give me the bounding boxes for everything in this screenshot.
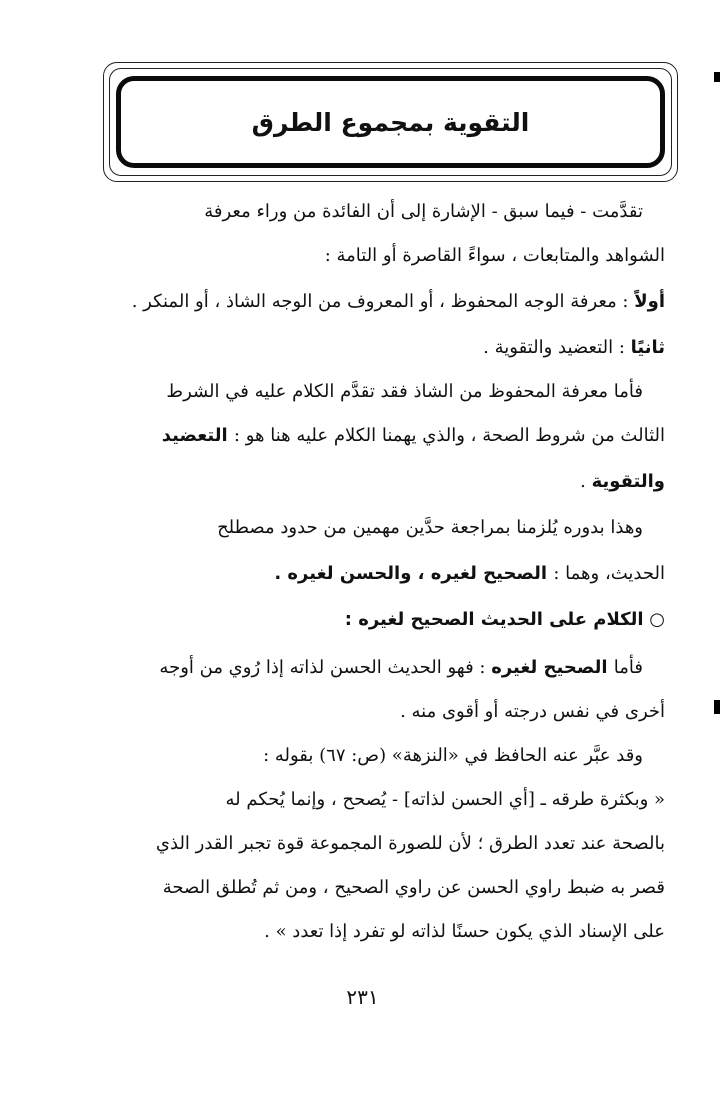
bullet-icon: ○ [649, 609, 665, 630]
page-number: ٢٣١ [346, 985, 379, 1009]
text-line: ثانيًا : التعضيد والتقوية . [483, 337, 665, 358]
quote-line: قصر به ضبط راوي الحسن عن راوي الصحيح ، ومن ثم تُطلق الصحة [162, 877, 665, 898]
text-line: فأما الصحيح لغيره : فهو الحديث الحسن لذاته إذا رُوي من أوجه [159, 657, 643, 678]
text-line: تقدَّمت - فيما سبق - الإشارة إلى أن الفائدة من وراء معرفة [204, 201, 643, 222]
bold-label: أولاً [634, 291, 665, 312]
text-line: الشواهد والمتابعات ، سواءً القاصرة أو التامة : [324, 245, 665, 266]
quote-line: بالصحة عند تعدد الطرق ؛ لأن للصورة المجموعة قوة تجبر القدر الذي [155, 833, 665, 854]
quote-line: « وبكثرة طرقه ـ [أي الحسن لذاته] - يُصحح ، وإنما يُحكم له [225, 789, 665, 810]
text-line: وقد عبَّر عنه الحافظ في «النزهة» (ص: ٦٧) بقوله : [263, 745, 643, 766]
text-line: أخرى في نفس درجته أو أقوى منه . [400, 701, 665, 722]
text-line: أولاً : معرفة الوجه المحفوظ ، أو المعروف من الوجه الشاذ ، أو المنكر . [131, 291, 665, 312]
bold-term: الصحيح لغيره ، والحسن لغيره . [274, 563, 554, 584]
text-line: والتقوية . [580, 471, 665, 492]
bold-label: ثانيًا [630, 337, 665, 358]
text-line: الحديث، وهما : الصحيح لغيره ، والحسن لغيره . [274, 563, 665, 584]
text-line: وهذا بدوره يُلزمنا بمراجعة حدَّين مهمين من حدود مصطلح [217, 517, 643, 538]
bold-term: الصحيح لغيره [491, 657, 614, 678]
quote-line: على الإسناد الذي يكون حسنًا لذاته لو تفرد إذا تعدد » . [264, 921, 665, 942]
edge-mark [714, 72, 720, 82]
section-heading: ○ الكلام على الحديث الصحيح لغيره : [344, 609, 665, 630]
text-line: فأما معرفة المحفوظ من الشاذ فقد تقدَّم الكلام عليه في الشرط [166, 381, 643, 402]
bold-term: التعضيد [161, 425, 234, 446]
chapter-title: التقوية بمجموع الطرق [251, 107, 530, 137]
text-line: الثالث من شروط الصحة ، والذي يهمنا الكلام عليه هنا هو : التعضيد [161, 425, 665, 446]
edge-mark [714, 700, 720, 714]
title-frame [116, 76, 665, 168]
bold-term: والتقوية [591, 471, 665, 492]
